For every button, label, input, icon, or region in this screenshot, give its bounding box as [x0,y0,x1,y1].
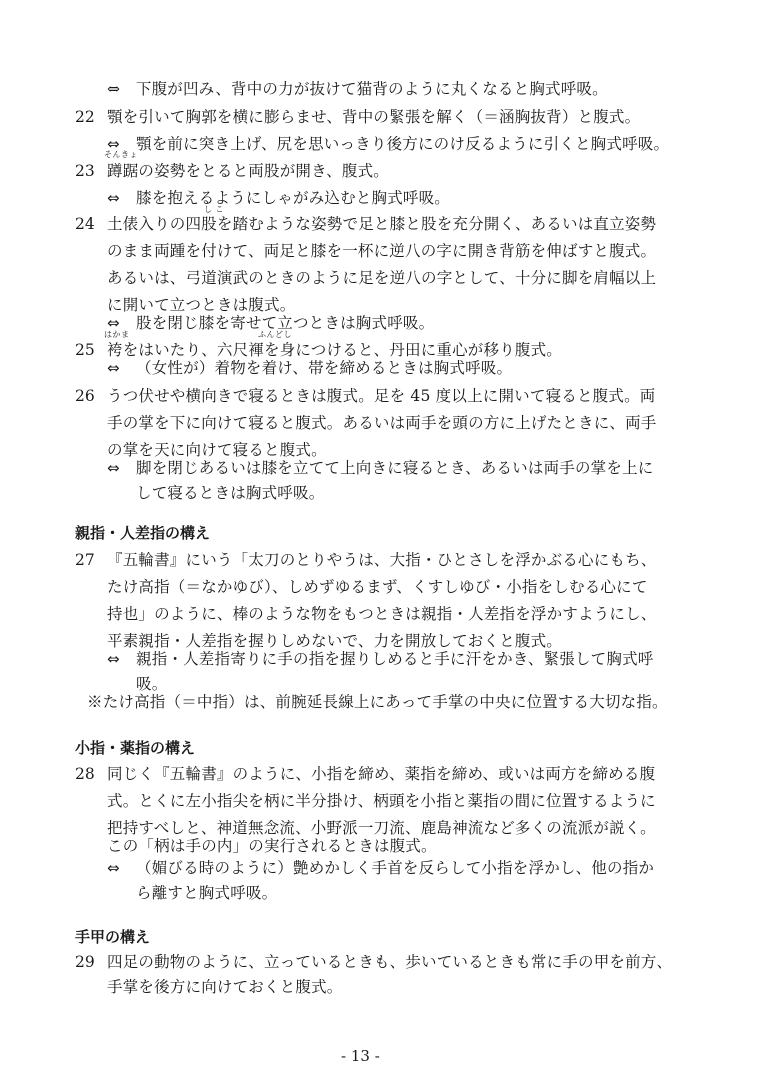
text-line: に開いて立つときは腹式。 [107,296,296,314]
text-line: 持也」のように、棒のような物をもつときは親指・人差指を浮かすようにし、 [107,605,657,623]
text-line: ら離すと胸式呼吸。 [136,884,278,902]
section-heading: 小指・薬指の構え [75,739,196,757]
contrast-arrow-icon: ⇔ [107,314,120,332]
text-line: して寝るときは胸式呼吸。 [136,484,325,502]
text-line: 蹲踞の姿勢をとると両股が開き、腹式。 [107,162,389,180]
text-line: あるいは、弓道演武のときのように足を逆八の字として、十分に脚を肩幅以上 [107,269,657,287]
text-line: 顎を引いて胸郭を横に膨らませ、背中の緊張を解く（＝涵胸抜背）と腹式。 [107,108,641,126]
text-line: （女性が）着物を着け、帯を締めるときは胸式呼吸。 [136,359,513,377]
text-line: 手の掌を下に向けて寝ると腹式。あるいは両手を頭の方に上げたときに、両手 [107,414,657,432]
text-line: 平素親指・人差指を握りしめないで、力を開放しておくと腹式。 [107,632,562,650]
contrast-arrow-icon: ⇔ [107,135,120,153]
text-line: 同じく『五輪書』のように、小指を締め、薬指を締め、或いは両方を締める腹 [107,765,656,783]
item-number: 25 [75,341,95,359]
page-number: - 13 - [341,1047,380,1065]
contrast-arrow-icon: ⇔ [107,189,120,207]
text-line: たけ高指（＝なかゆび）、しめずゆるまず、くすしゆび・小指をしむる心にて [107,578,648,596]
text-line: 吸。 [136,675,168,693]
contrast-arrow-icon: ⇔ [107,359,120,377]
note-line: ※たけ高指（＝中指）は、前腕延長線上にあって手掌の中央に位置する大切な指。 [87,693,668,711]
section-heading: 手甲の構え [75,928,151,946]
text-line: 手掌を後方に向けておくと腹式。 [107,978,343,996]
ruby-annotation: ふんどし [258,330,292,339]
item-number: 22 [75,108,95,126]
item-number: 28 [75,765,95,783]
text-line: 『五輪書』にいう「太刀のとりやうは、大指・ひとさしを浮かぶる心にもち、 [107,551,657,569]
ruby-annotation: はかま [104,330,130,339]
contrast-arrow-icon: ⇔ [107,859,120,877]
text-line: ⇔ 下腹が凹み、背中の力が抜けて猫背のように丸くなると胸式呼吸。 [107,80,608,98]
text-line: 四足の動物のように、立っているときも、歩いているときも常に手の甲を前方、 [107,953,673,971]
text-line: の掌を天に向けて寝ると腹式。 [107,441,327,459]
ruby-annotation: し こ [204,205,225,214]
text-line: うつ伏せや横向きで寝るときは腹式。足を 45 度以上に開いて寝ると腹式。両 [107,387,656,405]
text-line: 親指・人差指寄りに手の指を握りしめると手に汗をかき、緊張して胸式呼 [136,650,654,668]
text-line: 把持すべしと、神道無念流、小野派一刀流、鹿島神流など多くの流派が説く。 [107,819,656,837]
text-line: 膝を抱えるようにしゃがみ込むと胸式呼吸。 [136,189,451,207]
text-line: 脚を閉じあるいは膝を立てて上向きに寝るとき、あるいは両手の掌を上に [136,459,654,477]
text-line: 股を閉じ膝を寄せて立つときは胸式呼吸。 [136,314,435,332]
item-number: 27 [75,551,95,569]
section-heading: 親指・人差指の構え [75,524,211,542]
text-line: のまま両踵を付けて、両足と膝を一杯に逆八の字に開き背筋を伸ばすと腹式。 [107,242,657,260]
item-number: 24 [75,215,95,233]
contrast-arrow-icon: ⇔ [107,650,120,668]
item-number: 29 [75,953,95,971]
contrast-arrow-icon: ⇔ [107,459,120,477]
text-line: 袴をはいたり、六尺褌を身につけると、丹田に重心が移り腹式。 [107,341,562,359]
item-number: 23 [75,162,95,180]
text-line: （媚びる時のように）艶めかしく手首を反らして小指を浮かし、他の指か [136,859,655,877]
text-line: この「柄は手の内」の実行されるときは腹式。 [107,837,437,855]
text-line: 式。とくに左小指尖を柄に半分掛け、柄頭を小指と薬指の間に位置するように [107,792,656,810]
text-line: 土俵入りの四股を踏むような姿勢で足と膝と股を充分開く、あるいは直立姿勢 [107,215,657,233]
text-line: 顎を前に突き上げ、尻を思いっきり後方にのけ反るように引くと胸式呼吸。 [136,135,670,153]
ruby-annotation: そんきょ [104,150,138,159]
item-number: 26 [75,387,95,405]
